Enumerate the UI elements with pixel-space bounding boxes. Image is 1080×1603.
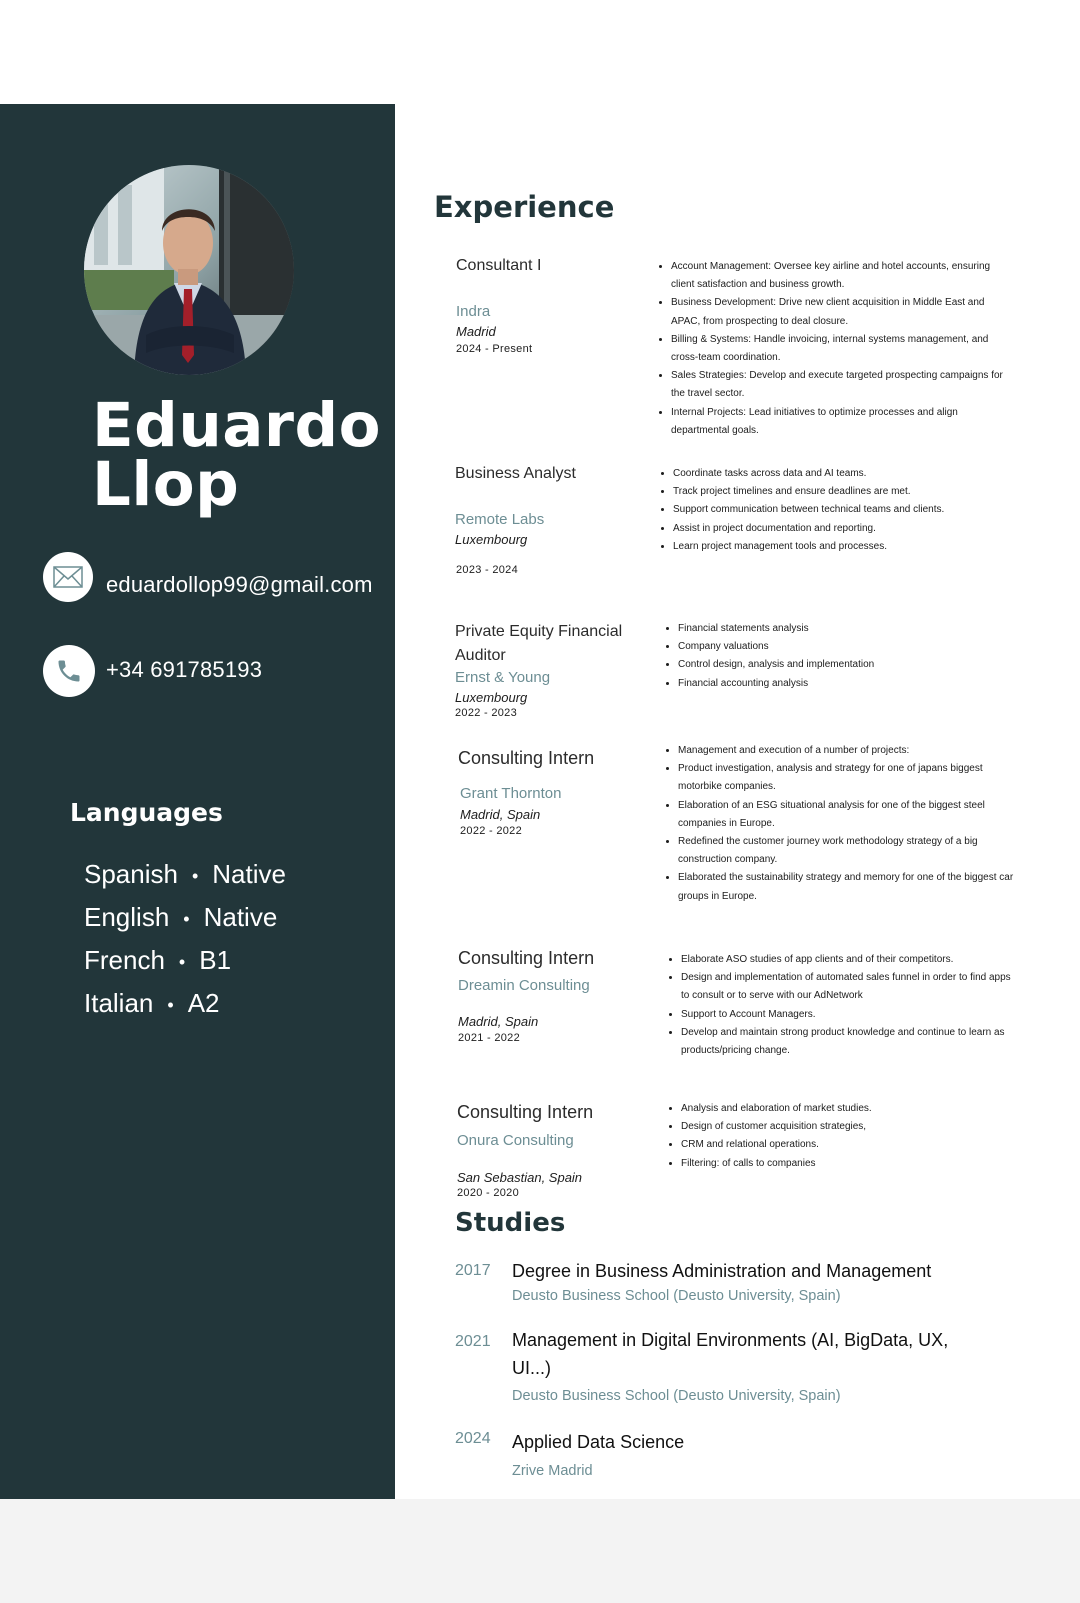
job-dates: 2024 - Present: [456, 343, 533, 355]
experience-title: Experience: [434, 190, 615, 224]
job-bullet: • Financial statements analysis: [678, 620, 1018, 638]
job-role: Private Equity Financial Auditor: [455, 623, 623, 664]
study-degree: Management in Digital Environments (AI, BigData, UX, UI...): [512, 1330, 949, 1378]
job-bullet: • Elaboration of an ESG situational analysis for one of the biggest steel companies in Europe.: [678, 797, 1018, 833]
languages-title: Languages: [70, 798, 223, 827]
language-item: [84, 944, 286, 987]
phone-icon: [55, 657, 83, 685]
job-bullet: • Coordinate tasks across data and AI teams.: [673, 465, 1033, 483]
job-bullet: • Learn project management tools and processes.: [673, 538, 1033, 556]
language-name: French: [84, 945, 165, 975]
language-level: Native: [203, 902, 278, 932]
study-school: Deusto Business School (Deusto University, Spain): [512, 1288, 841, 1304]
job-bullet: • Filtering: of calls to companies: [681, 1155, 1021, 1173]
page-bottom-band: [0, 1499, 1080, 1603]
language-level: Native: [212, 859, 286, 889]
language-name: English: [84, 902, 170, 932]
job-bullet: • Business Development: Drive new client acquisition in Middle East and APAC, from prospecting to deal closure.: [671, 294, 1011, 330]
job-bullet: • Support communication between technical teams and clients.: [673, 501, 1033, 519]
job-role: Consultant I: [456, 257, 542, 274]
language-level: A2: [187, 988, 220, 1018]
job-bullet: • CRM and relational operations.: [681, 1136, 1021, 1154]
job-bullets: [662, 620, 1018, 693]
job-bullet: • Elaborate ASO studies of app clients and of their competitors.: [681, 951, 1021, 969]
separator-dot: •: [191, 866, 199, 887]
phone-number[interactable]: +34 691785193: [106, 657, 263, 682]
envelope-icon: [53, 566, 83, 588]
studies-title: Studies: [455, 1208, 566, 1238]
email-address[interactable]: eduardollop99@gmail.com: [106, 572, 373, 597]
job-role: Consulting Intern: [458, 948, 595, 968]
language-level: B1: [199, 945, 232, 975]
job-bullet: • Redefined the customer journey work methodology strategy of a big construction company.: [678, 833, 1018, 869]
language-item: [84, 987, 286, 1030]
job-company: Dreamin Consulting: [458, 977, 590, 994]
job-bullet: • Management and execution of a number of projects:: [678, 742, 1018, 760]
job-location: Luxembourg: [455, 532, 528, 547]
job-bullet: • Elaborated the sustainability strategy and memory for one of the biggest car groups in Europe.: [678, 869, 1018, 905]
first-name: Eduardo: [92, 390, 382, 461]
languages-list: [84, 858, 286, 1030]
profile-name: [92, 390, 382, 520]
job-role: Business Analyst: [455, 465, 576, 482]
study-year: 2024: [455, 1430, 491, 1447]
job-bullets: [662, 742, 1018, 906]
job-bullet: • Design and implementation of automated sales funnel in order to find apps to consult or to serve with our AdNetwork: [681, 969, 1021, 1005]
job-bullet: • Company valuations: [678, 638, 1018, 656]
job-dates: 2022 - 2023: [455, 707, 518, 719]
job-bullet: • Assist in project documentation and reporting.: [673, 520, 1033, 538]
job-bullets: [657, 465, 1033, 556]
job-bullet: • Product investigation, analysis and strategy for one of japans biggest motorbike companies.: [678, 760, 1018, 796]
study-degree: Applied Data Science: [512, 1432, 685, 1452]
job-location: Madrid, Spain: [458, 1014, 539, 1029]
job-bullets: [665, 951, 1021, 1060]
job-bullet: • Track project timelines and ensure deadlines are met.: [673, 483, 1033, 501]
phone-contact-icon: [43, 645, 95, 697]
study-school: Deusto Business School (Deusto University, Spain): [512, 1388, 841, 1404]
job-dates: 2022 - 2022: [460, 825, 523, 837]
study-year: 2021: [455, 1333, 491, 1350]
separator-dot: •: [178, 952, 186, 973]
job-company: Ernst & Young: [455, 669, 551, 686]
separator-dot: •: [183, 909, 190, 930]
job-bullet: • Billing & Systems: Handle invoicing, internal systems management, and cross-team coordination.: [671, 331, 1011, 367]
job-location: Madrid: [456, 324, 496, 339]
language-item: [84, 858, 286, 901]
job-company: Onura Consulting: [457, 1132, 574, 1149]
profile-photo: [84, 165, 294, 375]
job-dates: 2023 - 2024: [456, 564, 519, 576]
last-name: Llop: [92, 449, 240, 520]
language-item: [84, 901, 286, 944]
job-bullet: • Control design, analysis and implementation: [678, 656, 1018, 674]
email-contact-icon: [43, 552, 93, 602]
job-bullet: • Sales Strategies: Develop and execute targeted prospecting campaigns for the travel sector.: [671, 367, 1011, 403]
job-location: San Sebastian, Spain: [457, 1170, 583, 1185]
language-name: Italian: [84, 988, 154, 1018]
study-degree: Degree in Business Administration and Management: [512, 1261, 932, 1281]
job-company: Indra: [456, 303, 491, 320]
job-company: Grant Thornton: [460, 785, 562, 802]
job-bullets: [655, 258, 1011, 440]
job-bullet: • Analysis and elaboration of market studies.: [681, 1100, 1021, 1118]
language-name: Spanish: [84, 859, 178, 889]
job-bullet: • Financial accounting analysis: [678, 675, 1018, 693]
job-bullet: • Internal Projects: Lead initiatives to optimize processes and align departmental goals.: [671, 404, 1011, 440]
job-bullets: [665, 1100, 1021, 1173]
separator-dot: •: [167, 995, 174, 1016]
job-bullet: • Develop and maintain strong product knowledge and continue to learn as products/pricing change.: [681, 1024, 1021, 1060]
job-company: Remote Labs: [455, 511, 545, 528]
job-location: Madrid, Spain: [460, 807, 541, 822]
job-location: Luxembourg: [455, 690, 528, 705]
job-bullet: • Account Management: Oversee key airline and hotel accounts, ensuring client satisfaction and business growth.: [671, 258, 1011, 294]
job-dates: 2020 - 2020: [457, 1187, 520, 1199]
job-role: Consulting Intern: [457, 1102, 594, 1122]
sidebar: [0, 104, 395, 1499]
job-dates: 2021 - 2022: [458, 1032, 521, 1044]
job-bullet: • Support to Account Managers.: [681, 1006, 1021, 1024]
job-bullet: • Design of customer acquisition strategies,: [681, 1118, 1021, 1136]
study-year: 2017: [455, 1262, 491, 1279]
study-school: Zrive Madrid: [512, 1463, 593, 1479]
job-role: Consulting Intern: [458, 748, 595, 768]
